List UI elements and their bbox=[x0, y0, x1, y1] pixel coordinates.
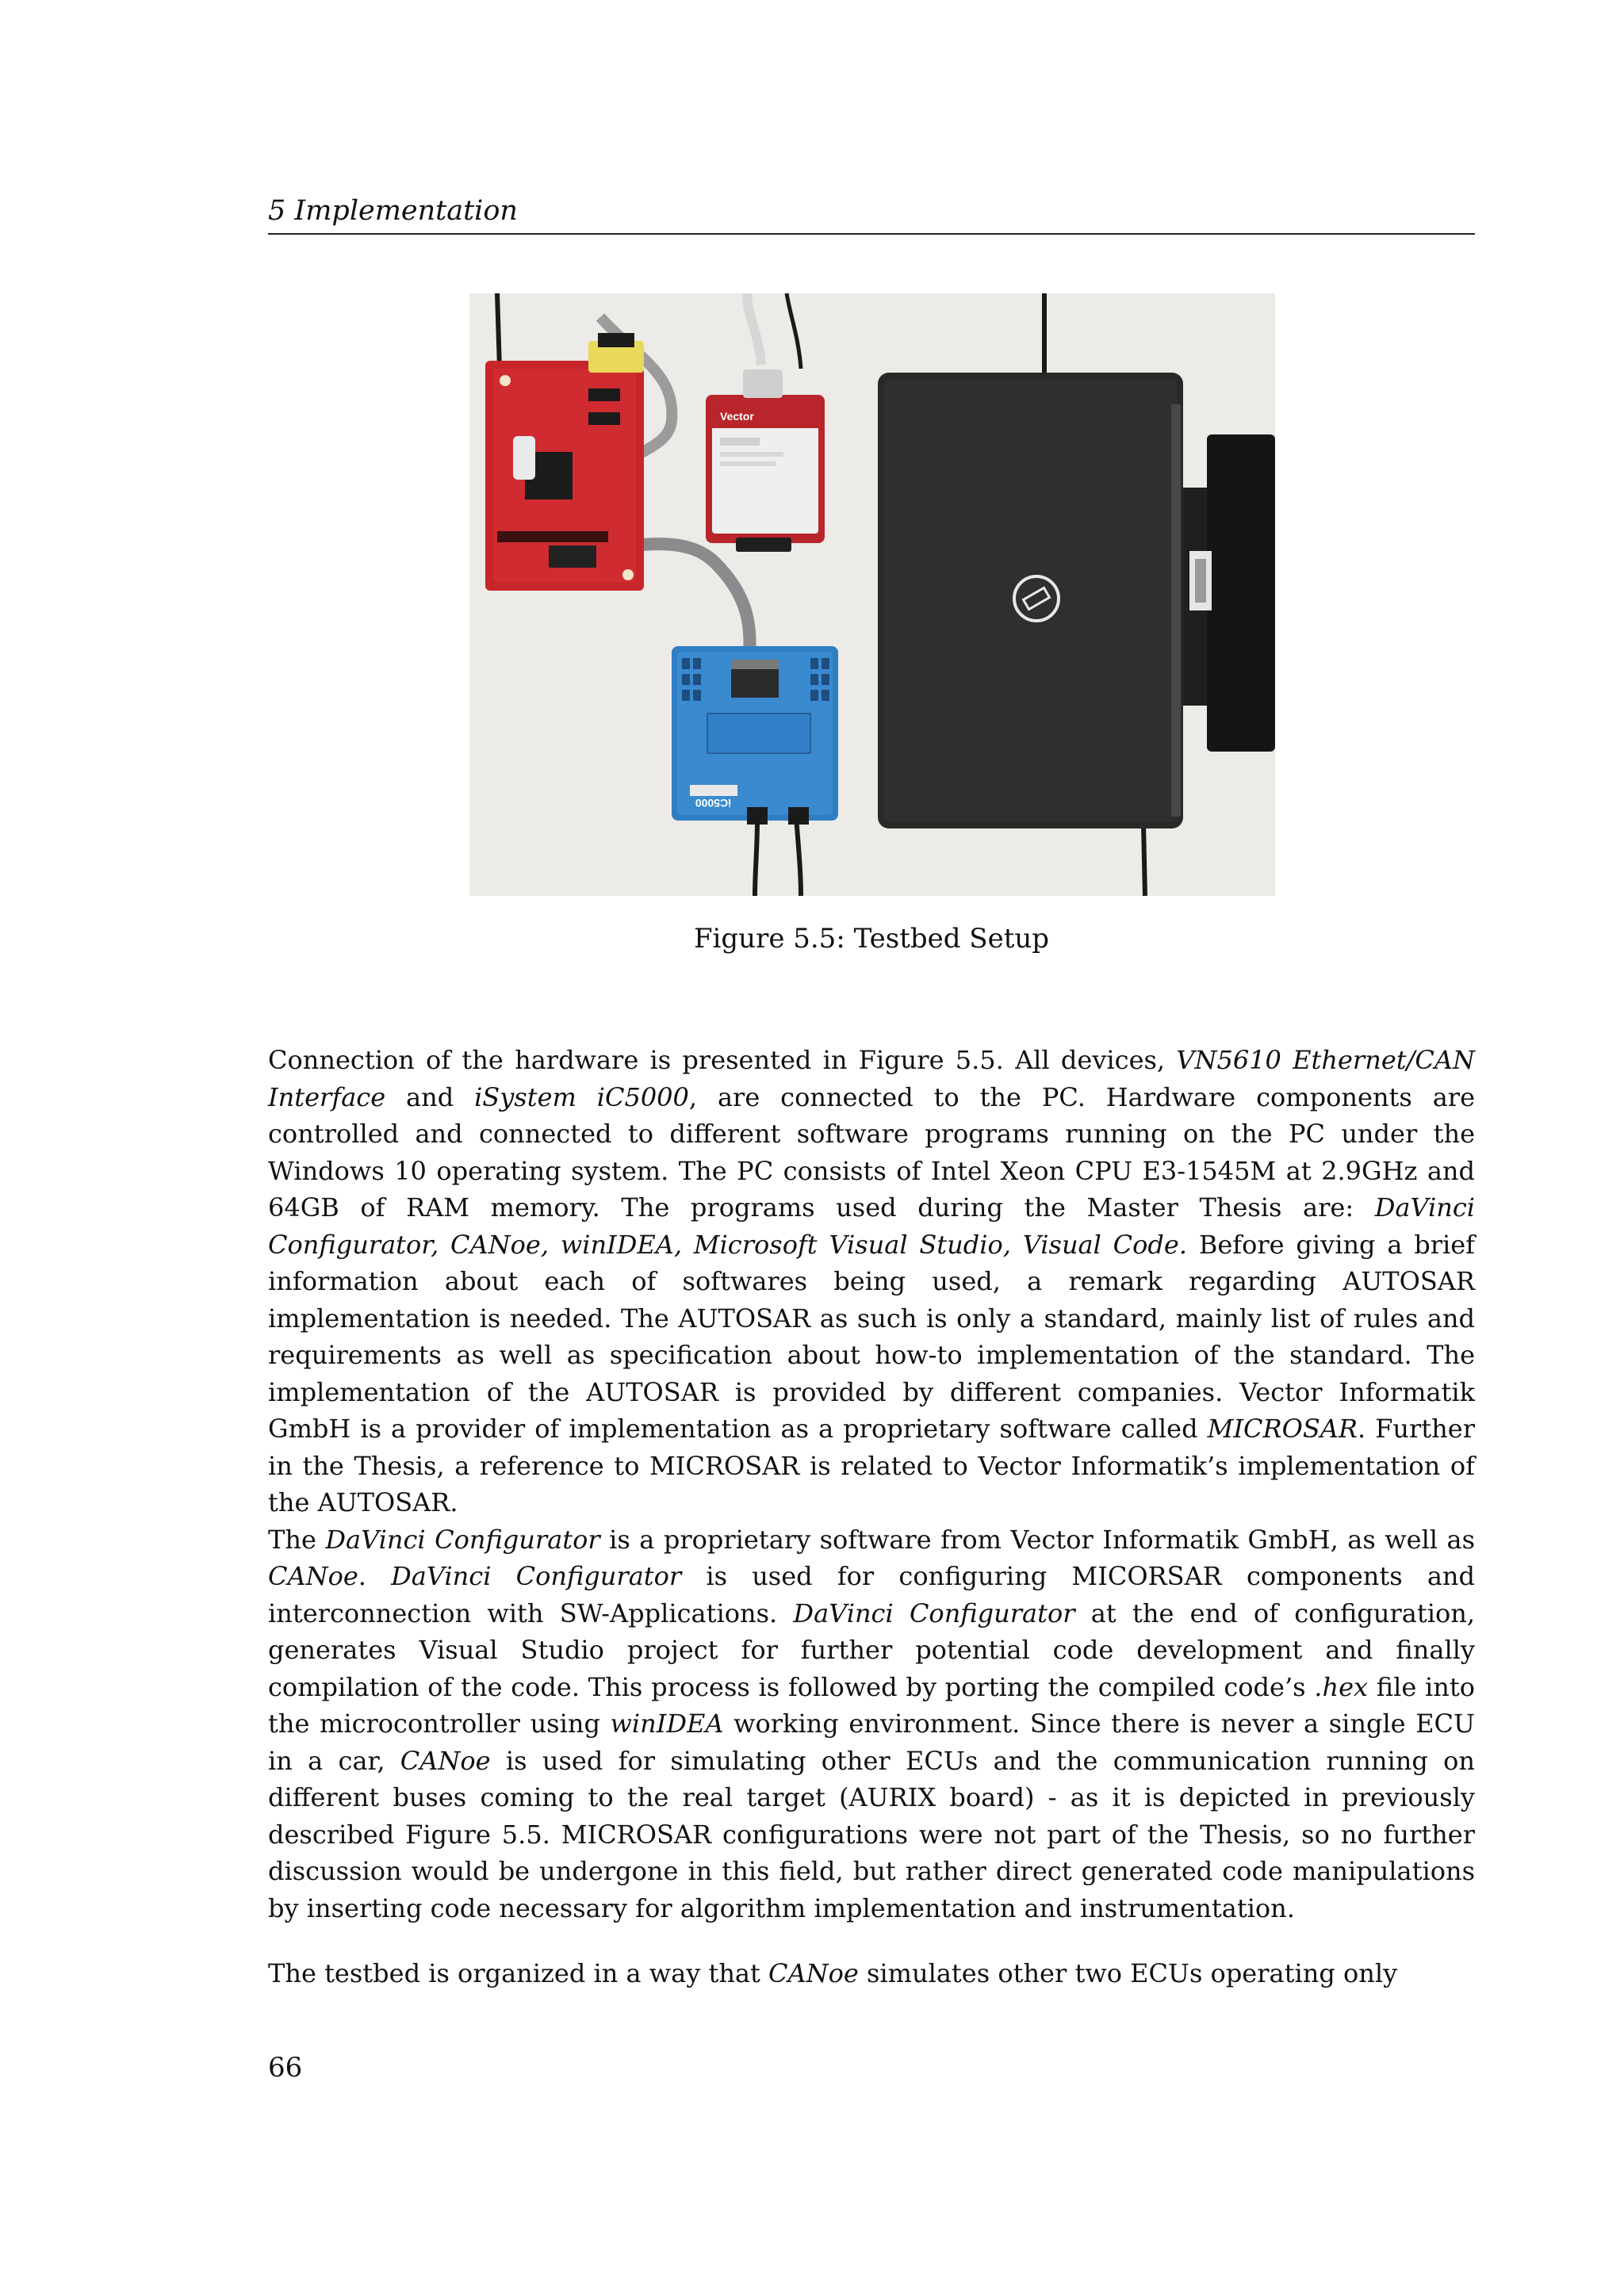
ic5000-label: iC5000 bbox=[695, 797, 731, 809]
dell-laptop bbox=[878, 373, 1183, 828]
italic-run: winIDEA bbox=[610, 1709, 724, 1739]
vector-brand-label: Vector bbox=[720, 410, 754, 423]
italic-run: DaVinci Configurator bbox=[793, 1598, 1075, 1628]
page-number: 66 bbox=[268, 2052, 303, 2084]
testbed-photo-illustration bbox=[469, 293, 1275, 896]
italic-run: DaVinci Configurator bbox=[391, 1561, 682, 1591]
italic-run: iSystem iC5000 bbox=[474, 1081, 689, 1112]
paragraph-1: Connection of the hardware is presented in Figure 5.5. All devices, VN5610 Ethernet/CAN Interface and iSystem iC5000, are connected to the PC. Hardware components are controlled and connected to different software programs running on the PC under the Windows 10 operating system. The PC consists of Intel Xeon CPU E3-1545M at 2.9GHz and 64GB of RAM memory. The programs used during the Master Thesis are: DaVinci Configurator, CANoe, winIDEA, Microsoft Visual Studio, Visual Code. Before giving a brief information about each of softwares being used, a remark regarding AUTOSAR implementation is needed. The AUTOSAR as such is only a standard, mainly list of rules and requirements as well as specification about how-to implementation of the standard. The implementation of the AUTOSAR is provided by different companies. Vector Informatik GmbH is a provider of implementation as a proprietary software called MICROSAR. Further in the Thesis, a reference to MICROSAR is related to Vector Informatik’s implementation of the AUTOSAR. bbox=[268, 1045, 1476, 1517]
italic-run: MICROSAR bbox=[1207, 1414, 1358, 1444]
italic-run: DaVinci Configurator bbox=[325, 1524, 600, 1555]
ic5000-debugger bbox=[672, 646, 838, 825]
italic-run: CANoe bbox=[400, 1745, 491, 1776]
italic-run: CANoe bbox=[268, 1561, 358, 1591]
italic-run: DaVinci Configurator, CANoe, winIDEA, Microsoft Visual Studio, Visual Code. bbox=[268, 1192, 1475, 1260]
testbed-photo bbox=[469, 293, 1275, 896]
aurix-board bbox=[485, 333, 644, 591]
vn5610-interface bbox=[706, 369, 825, 552]
paragraph-3: The testbed is organized in a way that CANoe simulates other two ECUs operating only bbox=[268, 1958, 1398, 1988]
italic-run: CANoe bbox=[768, 1958, 859, 1988]
body-text bbox=[268, 1042, 1475, 1992]
italic-run: .hex bbox=[1314, 1671, 1369, 1702]
running-header: 5 Implementation bbox=[268, 190, 1475, 235]
paragraph-2: The DaVinci Configurator is a proprietary software from Vector Informatik GmbH, as well as CANoe. DaVinci Configurator is used for configuring MICORSAR components and interconnection with SW-Applications. DaVinci Configurator at the end of configuration, generates Visual Studio project for further potential code development and finally compilation of the code. This process is followed by porting the compiled code’s .hex file into the microcontroller using winIDEA working environment. Since there is never a single ECU in a car, CANoe is used for simulating other ECUs and the communication running on different buses coming to the real target (AURIX board) - as it is depicted in previously described Figure 5.5. MICROSAR configurations were not part of the Thesis, so no further discussion would be undergone in this field, but rather direct generated code manipulations by inserting code necessary for algorithm implementation and instrumentation. bbox=[268, 1524, 1476, 1923]
figure-caption: Figure 5.5: Testbed Setup bbox=[693, 923, 1050, 955]
italic-run: VN5610 Ethernet/CAN Interface bbox=[268, 1045, 1476, 1112]
